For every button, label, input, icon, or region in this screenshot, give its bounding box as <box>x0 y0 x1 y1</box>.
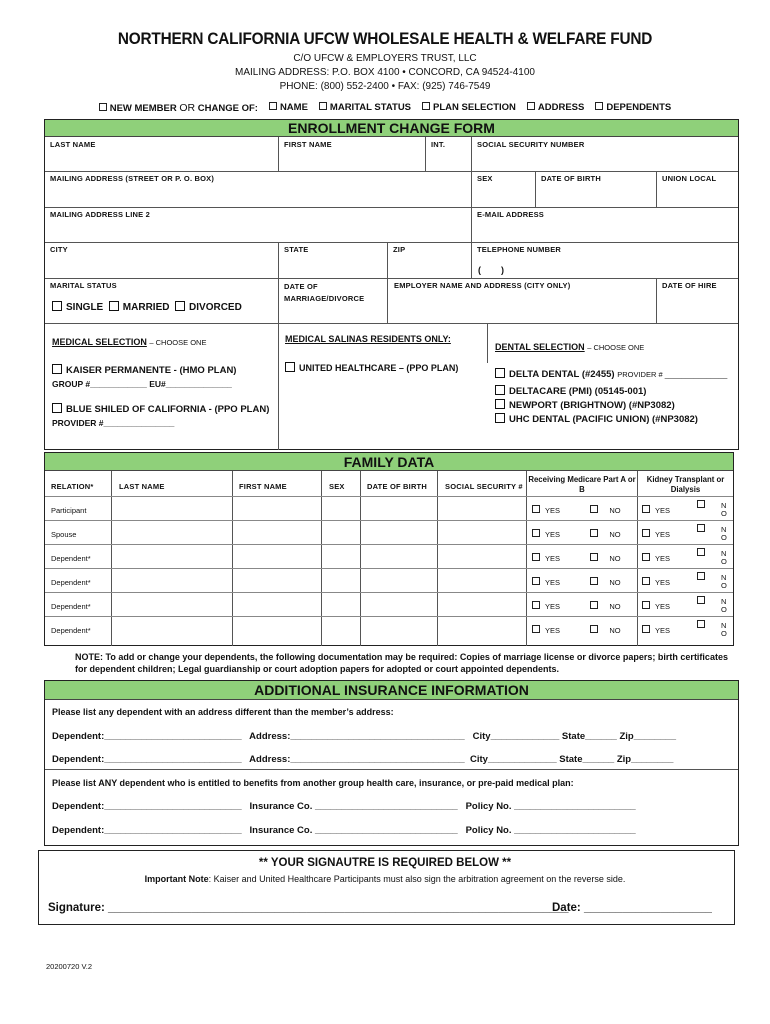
medicare-no[interactable]: NO <box>590 625 621 635</box>
family-row[interactable] <box>45 496 733 520</box>
insurance-dependent-row-2[interactable]: Dependent:__________________________ Insurance Co. ___________________________ Policy No. _______________________ <box>52 825 636 836</box>
option-marital-status[interactable]: MARITAL STATUS <box>319 102 411 114</box>
zip-field[interactable]: ZIP <box>393 245 406 254</box>
important-note: Important Note: Kaiser and United Healthcare Participants must also sign the arbitration agreement on the reverse side. <box>144 874 626 884</box>
checkbox-icon[interactable] <box>109 301 119 311</box>
checkbox-icon[interactable] <box>642 577 650 585</box>
first-name-field[interactable]: FIRST NAME <box>284 140 332 149</box>
checkbox-icon[interactable] <box>590 625 598 633</box>
checkbox-icon[interactable] <box>495 413 505 423</box>
kidney-yes[interactable]: YES <box>642 529 670 539</box>
family-relation: Dependent* <box>51 554 91 563</box>
insurance-dependent-row-1[interactable]: Dependent:__________________________ Insurance Co. ___________________________ Policy No. _______________________ <box>52 801 636 812</box>
sex-field[interactable]: SEX <box>477 174 493 183</box>
address-prompt: Please list any dependent with an address different than the member’s address: <box>52 707 394 717</box>
union-local-field[interactable]: UNION LOCAL <box>662 174 717 183</box>
checkbox-icon[interactable] <box>99 103 107 111</box>
option-name[interactable]: NAME <box>269 102 308 114</box>
medicare-no[interactable]: NO <box>590 529 621 539</box>
checkbox-icon[interactable] <box>590 577 598 585</box>
city-field[interactable]: CITY <box>50 245 68 254</box>
option-plan-selection[interactable]: PLAN SELECTION <box>422 102 516 114</box>
kidney-no-label: N O <box>721 573 727 590</box>
kidney-no-label: N O <box>721 597 727 614</box>
delta-dental-option[interactable]: DELTA DENTAL (#2455) PROVIDER # _______________ <box>495 368 727 380</box>
dependents-note: NOTE: To add or change your dependents, the following documentation may be required: Copies of marriage license or divorce papers; birth certificates for dependent children; Legal guardianship or court adoption papers for adopted or court appointed dependents. <box>75 652 728 674</box>
family-relation: Participant <box>51 506 87 515</box>
marriage-date-field[interactable]: DATE OF MARRIAGE/DIVORCE <box>284 282 365 303</box>
checkbox-icon[interactable] <box>495 385 505 395</box>
enrollment-title: ENROLLMENT CHANGE FORM <box>45 120 738 137</box>
kidney-no-label: N O <box>721 525 727 542</box>
kidney-yes[interactable]: YES <box>642 601 670 611</box>
address-dependent-row-2[interactable]: Dependent:__________________________ Address:_________________________________ City_____________ State______ Zip________ <box>52 754 674 765</box>
additional-title: ADDITIONAL INSURANCE INFORMATION <box>45 681 738 700</box>
new-member-option[interactable]: NEW MEMBER OR CHANGE OF: <box>99 102 258 114</box>
checkbox-icon[interactable] <box>590 553 598 561</box>
family-row[interactable] <box>45 568 733 592</box>
trust-line: C/O UFCW & EMPLOYERS TRUST, LLC <box>293 52 477 64</box>
kidney-yes[interactable]: YES <box>642 553 670 563</box>
phone-area-code: ( ) <box>478 265 504 275</box>
newport-option[interactable]: NEWPORT (BRIGHTNOW) (#NP3082) <box>495 399 675 411</box>
kidney-yes[interactable]: YES <box>642 577 670 587</box>
checkbox-icon[interactable] <box>697 572 705 580</box>
medicare-no[interactable]: NO <box>590 553 621 563</box>
deltacare-option[interactable]: DELTACARE (PMI) (05145-001) <box>495 385 646 397</box>
kidney-no[interactable] <box>697 620 708 630</box>
checkbox-icon[interactable] <box>532 553 540 561</box>
kidney-no-label: N O <box>721 501 727 518</box>
email-field[interactable]: E-MAIL ADDRESS <box>477 210 544 219</box>
marital-married[interactable]: MARRIED <box>109 302 170 313</box>
family-row[interactable] <box>45 544 733 568</box>
medicare-no[interactable]: NO <box>590 505 621 515</box>
option-dependents[interactable]: DEPENDENTS <box>595 102 671 114</box>
kidney-no[interactable] <box>697 524 708 534</box>
checkbox-icon[interactable] <box>642 625 650 633</box>
kaiser-option[interactable]: KAISER PERMANENTE - (HMO PLAN) <box>52 364 236 376</box>
checkbox-icon[interactable] <box>642 529 650 537</box>
fund-title: NORTHERN CALIFORNIA UFCW WHOLESALE HEALTH & WELFARE FUND <box>117 30 653 48</box>
employer-field[interactable]: EMPLOYER NAME AND ADDRESS (CITY ONLY) <box>394 281 571 290</box>
checkbox-icon[interactable] <box>319 102 327 110</box>
checkbox-icon[interactable] <box>532 577 540 585</box>
salinas-heading: MEDICAL SALINAS RESIDENTS ONLY: <box>285 334 451 344</box>
dob-field[interactable]: DATE OF BIRTH <box>541 174 601 183</box>
medicare-yes[interactable]: YES <box>532 553 560 563</box>
marital-single[interactable]: SINGLE <box>52 302 103 313</box>
medical-selection-heading: MEDICAL SELECTION – CHOOSE ONE <box>52 337 207 347</box>
checkbox-icon[interactable] <box>642 601 650 609</box>
kidney-no-label: N O <box>721 549 727 566</box>
checkbox-icon[interactable] <box>697 524 705 532</box>
marital-options <box>52 301 242 313</box>
checkbox-icon[interactable] <box>422 102 430 110</box>
address-dependent-row-1[interactable]: Dependent:__________________________ Address:_________________________________ City_____________ State______ Zip________ <box>52 731 676 742</box>
kidney-no[interactable] <box>697 548 708 558</box>
checkbox-icon[interactable] <box>642 553 650 561</box>
kidney-no[interactable] <box>697 500 708 510</box>
ssn-field[interactable]: SOCIAL SECURITY NUMBER <box>477 140 585 149</box>
version-label: 20200720 V.2 <box>46 962 93 971</box>
checkbox-icon[interactable] <box>52 364 62 374</box>
option-address[interactable]: ADDRESS <box>527 102 584 114</box>
medicare-yes[interactable]: YES <box>532 625 560 635</box>
checkbox-icon[interactable] <box>642 505 650 513</box>
blue-shield-option[interactable]: BLUE SHILED OF CALIFORNIA - (PPO PLAN) <box>52 403 269 415</box>
checkbox-icon[interactable] <box>532 505 540 513</box>
col-medicare: Receiving Medicare Part A or B <box>528 475 636 494</box>
checkbox-icon[interactable] <box>532 625 540 633</box>
checkbox-icon[interactable] <box>532 529 540 537</box>
mailing-address-field[interactable]: MAILING ADDRESS (STREET OR P. O. BOX) <box>50 174 215 183</box>
signature-field[interactable]: Signature: ________________________________________________________________________ <box>48 902 569 914</box>
checkbox-icon[interactable] <box>590 529 598 537</box>
medicare-yes[interactable]: YES <box>532 601 560 611</box>
checkbox-icon[interactable] <box>697 548 705 556</box>
col-relation: RELATION* <box>51 482 94 491</box>
dental-selection-heading: DENTAL SELECTION – CHOOSE ONE <box>495 342 645 352</box>
col-ssn: SOCIAL SECURITY # <box>445 482 523 491</box>
col-kidney: Kidney Transplant or Dialysis <box>646 475 725 494</box>
medicare-yes[interactable]: YES <box>532 505 560 515</box>
col-dob: DATE OF BIRTH <box>367 482 427 491</box>
checkbox-icon[interactable] <box>697 500 705 508</box>
medicare-no[interactable]: NO <box>590 601 621 611</box>
delta-provider-field[interactable]: PROVIDER # _______________ <box>617 370 728 379</box>
blue-shield-provider-field[interactable]: PROVIDER #_______________ <box>52 418 175 428</box>
marital-status-label: MARITAL STATUS <box>50 281 117 290</box>
checkbox-icon[interactable] <box>590 601 598 609</box>
family-relation: Dependent* <box>51 626 91 635</box>
telephone-field[interactable]: TELEPHONE NUMBER <box>477 245 562 254</box>
checkbox-icon[interactable] <box>175 301 185 311</box>
checkbox-icon[interactable] <box>697 596 705 604</box>
marital-divorced[interactable]: DIVORCED <box>175 302 242 313</box>
checkbox-icon[interactable] <box>595 102 603 110</box>
checkbox-icon[interactable] <box>527 102 535 110</box>
uhc-dental-option[interactable]: UHC DENTAL (PACIFIC UNION) (#NP3082) <box>495 413 698 425</box>
checkbox-icon[interactable] <box>532 601 540 609</box>
medicare-yes[interactable]: YES <box>532 577 560 587</box>
checkbox-icon[interactable] <box>269 102 277 110</box>
checkbox-icon[interactable] <box>285 362 295 372</box>
kidney-no-label: N O <box>721 621 727 638</box>
checkbox-icon[interactable] <box>52 301 62 311</box>
checkbox-icon[interactable] <box>697 620 705 628</box>
checkbox-icon[interactable] <box>495 368 505 378</box>
last-name-field[interactable]: LAST NAME <box>50 140 96 149</box>
family-relation: Spouse <box>51 530 77 539</box>
family-relation: Dependent* <box>51 602 91 611</box>
family-row[interactable] <box>45 520 733 544</box>
kidney-yes[interactable]: YES <box>642 625 670 635</box>
date-field[interactable]: Date: ____________________ <box>552 902 712 914</box>
family-title: FAMILY DATA <box>45 453 733 471</box>
mailing-address2-field[interactable]: MAILING ADDRESS LINE 2 <box>50 210 150 219</box>
mailing-line: MAILING ADDRESS: P.O. BOX 4100 • CONCORD, CA 94524-4100 <box>235 66 535 78</box>
date-of-hire-field[interactable]: DATE OF HIRE <box>662 281 717 290</box>
other-insurance-prompt: Please list ANY dependent who is entitled to benefits from another group health care, insurance, or pre-paid medical plan: <box>52 778 574 788</box>
col-sex: SEX <box>329 482 345 491</box>
united-healthcare-option[interactable]: UNITED HEALTHCARE – (PPO PLAN) <box>285 362 458 373</box>
kidney-no[interactable] <box>697 572 708 582</box>
kidney-yes[interactable]: YES <box>642 505 670 515</box>
checkbox-icon[interactable] <box>52 403 62 413</box>
medicare-no[interactable]: NO <box>590 577 621 587</box>
kidney-no[interactable] <box>697 596 708 606</box>
checkbox-icon[interactable] <box>495 399 505 409</box>
col-last-name: LAST NAME <box>119 482 165 491</box>
kaiser-group-field[interactable]: GROUP #____________ EU#______________ <box>52 379 232 389</box>
checkbox-icon[interactable] <box>590 505 598 513</box>
initial-field[interactable]: INT. <box>431 140 446 149</box>
col-first-name: FIRST NAME <box>239 482 287 491</box>
phone-line: PHONE: (800) 552-2400 • FAX: (925) 746-7549 <box>279 80 491 92</box>
change-options <box>0 102 770 114</box>
state-field[interactable]: STATE <box>284 245 309 254</box>
family-relation: Dependent* <box>51 578 91 587</box>
family-row[interactable] <box>45 592 733 616</box>
family-row[interactable] <box>45 616 733 640</box>
signature-required: ** YOUR SIGNAUTRE IS REQUIRED BELOW ** <box>258 857 512 869</box>
medicare-yes[interactable]: YES <box>532 529 560 539</box>
